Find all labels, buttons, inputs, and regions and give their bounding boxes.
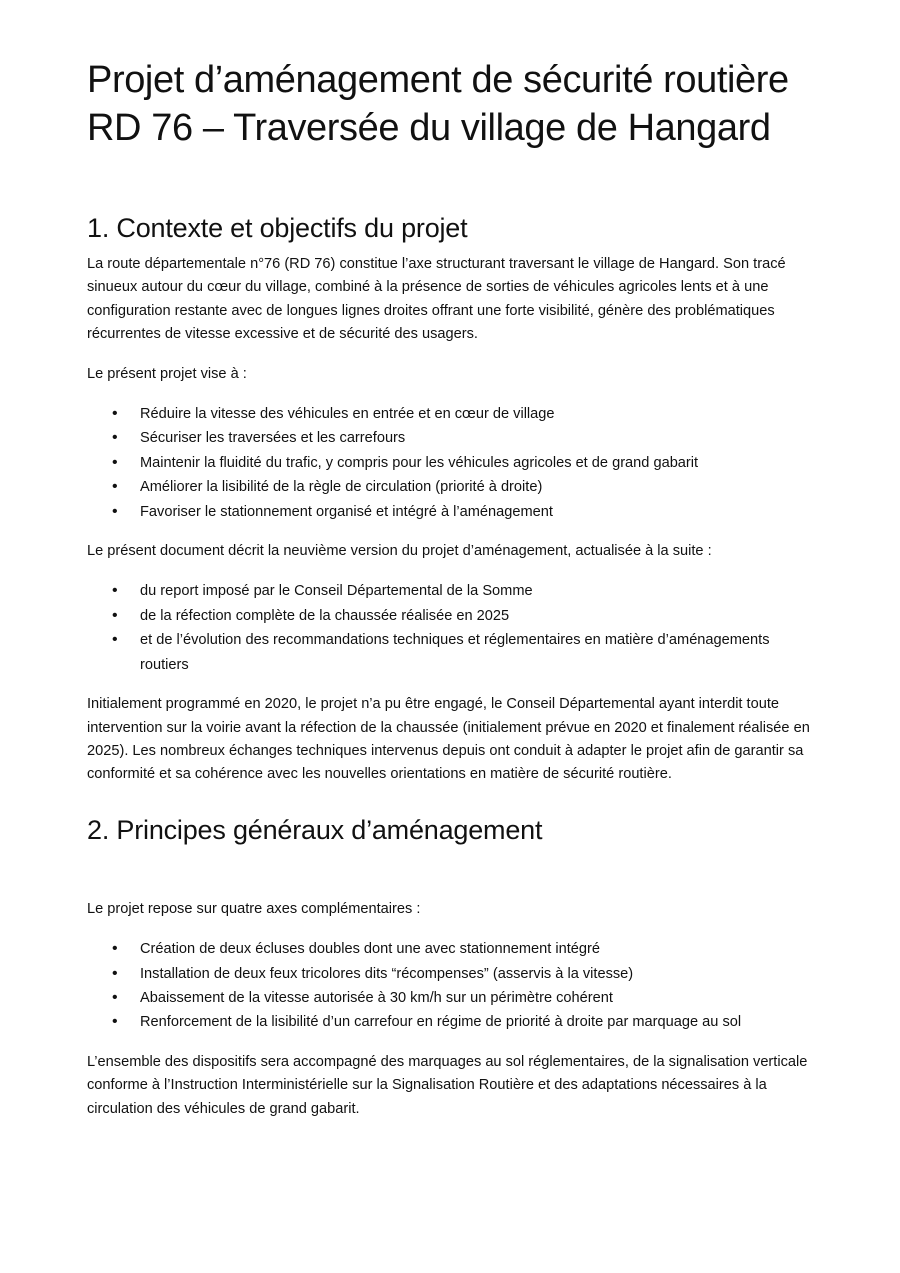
section-1-heading: 1. Contexte et objectifs du projet [87, 213, 468, 243]
list-item: • Création de deux écluses doubles dont une avec stationnement intégré [140, 937, 816, 961]
list-item: • Installation de deux feux tricolores dits “récompenses” (asservis à la vitesse) [140, 962, 816, 986]
list-item: • Réduire la vitesse des véhicules en entrée et en cœur de village [140, 402, 816, 426]
list-item: • Améliorer la lisibilité de la règle de circulation (priorité à droite) [140, 475, 816, 499]
list-item: • Maintenir la fluidité du trafic, y compris pour les véhicules agricoles et de grand gabarit [140, 451, 816, 475]
document-title [87, 56, 816, 152]
list-item: • de la réfection complète de la chaussée réalisée en 2025 [140, 604, 816, 628]
document-title-line-1: Projet d’aménagement de sécurité routière [87, 59, 789, 101]
list-item: • et de l’évolution des recommandations techniques et réglementaires en matière d’aménagements routiers [140, 628, 816, 677]
list-item: • Renforcement de la lisibilité d’un carrefour en régime de priorité à droite par marquage au sol [140, 1010, 816, 1034]
context-paragraph: La route départementale n°76 (RD 76) constitue l’axe structurant traversant le village de Hangard. Son tracé sinueux autour du cœur du village, combiné à la présence de sorties de véhicules agricoles lents et à une configuration restante avec de longues lignes droites offrant une forte visibilité, génère des problématiques récurrentes de vitesse excessive et de sécurité des usagers. [87, 256, 786, 343]
reasons-list [87, 579, 816, 677]
list-item: • Favoriser le stationnement organisé et intégré à l’aménagement [140, 500, 816, 524]
history-paragraph: Initialement programmé en 2020, le projet n’a pu être engagé, le Conseil Départemental ayant interdit toute intervention sur la voirie avant la réfection de la chaussée (initialement prévue en 2020 et finalement réalisée en 2025). Les nombreux échanges techniques intervenus depuis ont conduit à adapter le projet afin de garantir sa conformité et sa cohérence avec les nouvelles orientations en matière de sécurité routière. [87, 696, 810, 783]
version-lead: Le présent document décrit la neuvième version du projet d’aménagement, actualisée à la suite : [87, 543, 712, 560]
aims-list [87, 402, 816, 524]
list-item: • du report imposé par le Conseil Départemental de la Somme [140, 579, 816, 603]
axes-lead: Le projet repose sur quatre axes complémentaires : [87, 900, 421, 917]
aims-lead: Le présent projet vise à : [87, 365, 247, 382]
document-title-line-2: RD 76 – Traversée du village de Hangard [87, 107, 771, 149]
axes-list [87, 937, 816, 1035]
closing-paragraph: L’ensemble des dispositifs sera accompagné des marquages au sol réglementaires, de la signalisation verticale conforme à l’Instruction Interministérielle sur la Signalisation Routière et des adaptations nécessaires à la circulation des véhicules de grand gabarit. [87, 1053, 808, 1117]
list-item: • Sécuriser les traversées et les carrefours [140, 426, 816, 450]
section-2-heading: 2. Principes généraux d’aménagement [87, 814, 543, 845]
list-item: • Abaissement de la vitesse autorisée à 30 km/h sur un périmètre cohérent [140, 986, 816, 1010]
